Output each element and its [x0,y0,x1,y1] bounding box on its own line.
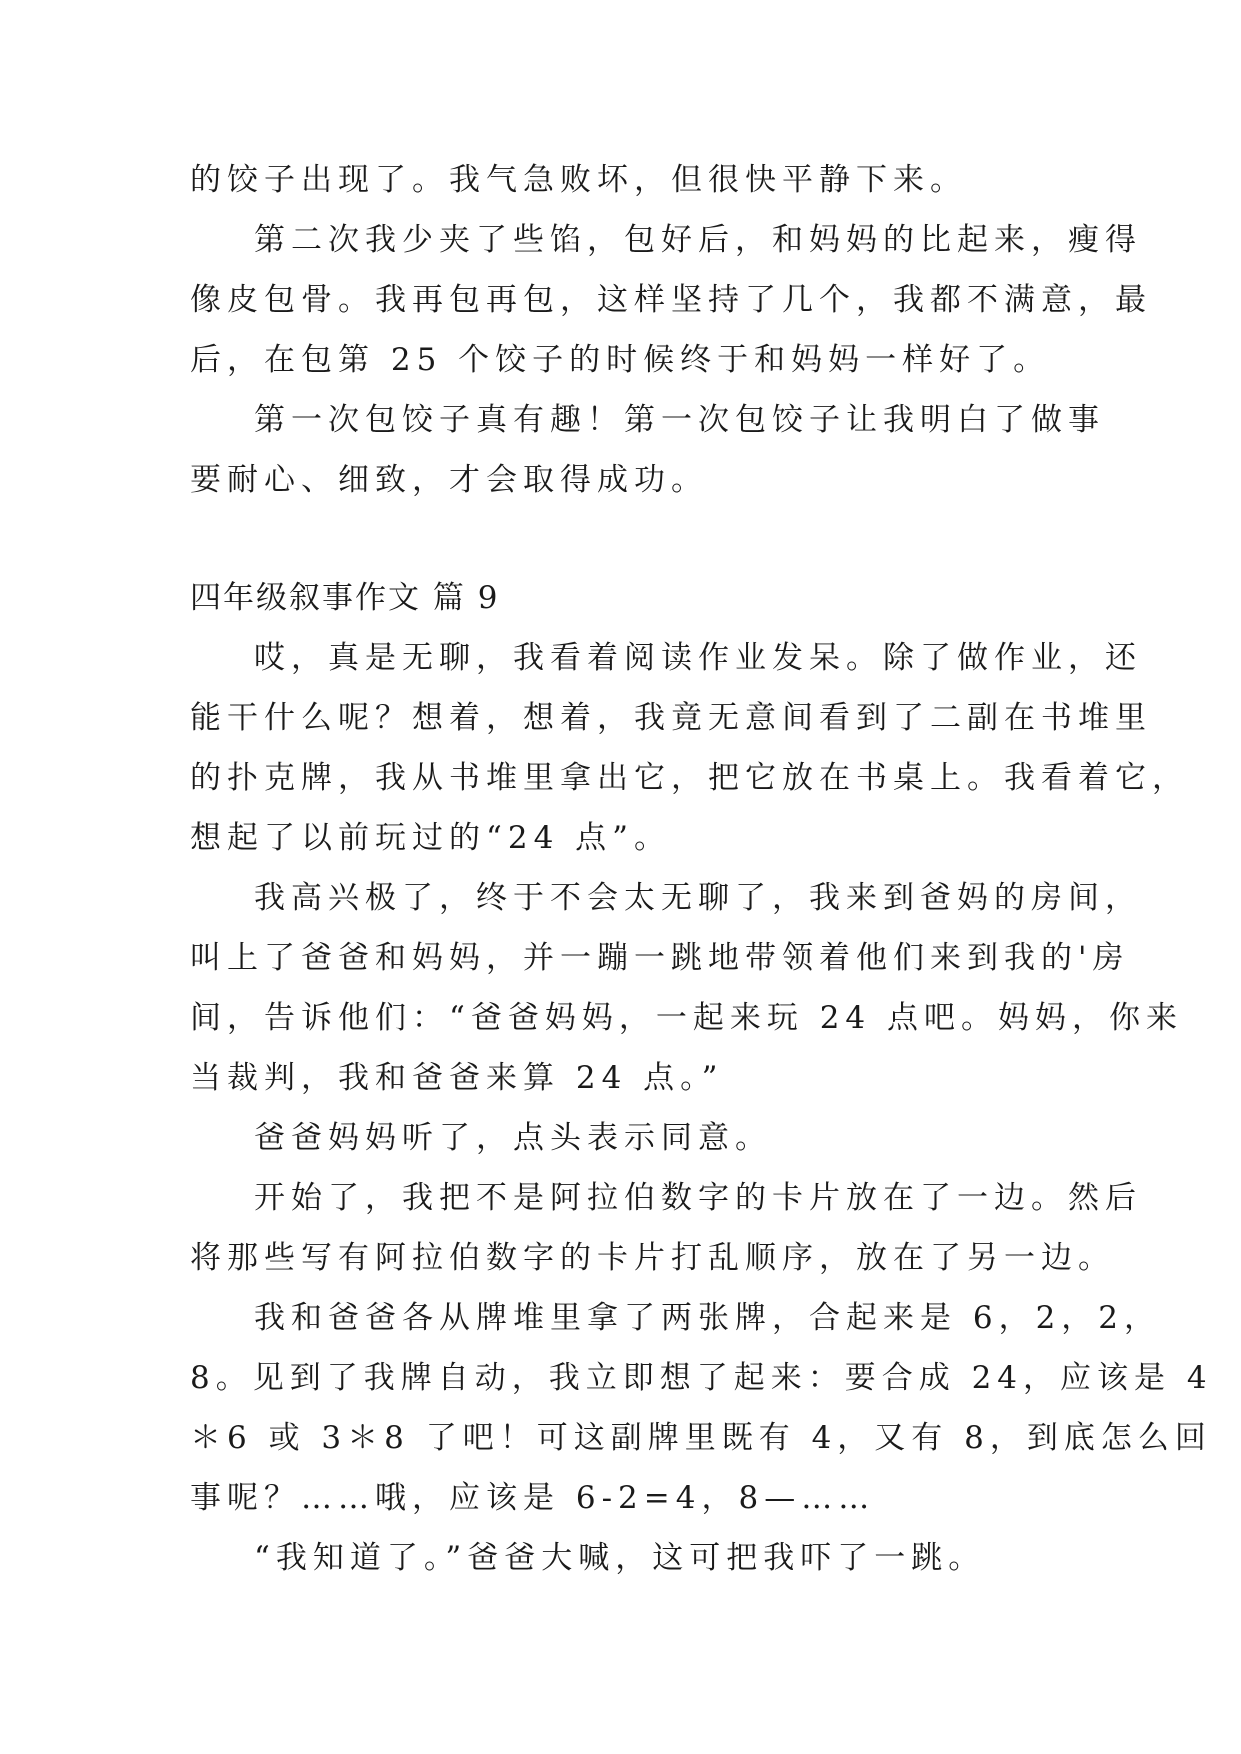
text-line: 要耐心、细致，才会取得成功。 [190,462,708,498]
text-line: 我高兴极了，终于不会太无聊了，我来到爸妈的房间， [254,880,1142,916]
text-line: “我知道了。”爸爸大喊，这可把我吓了一跳。 [254,1540,986,1576]
text-line: ＊6 或 3＊8 了吧！可这副牌里既有 4，又有 8，到底怎么回 [190,1420,1212,1456]
text-line: 的扑克牌，我从书堆里拿出它，把它放在书桌上。我看着它， [190,760,1189,796]
text-line: 8。见到了我牌自动，我立即想了起来：要合成 24，应该是 4 [190,1360,1213,1396]
text-line: 第一次包饺子真有趣！第一次包饺子让我明白了做事 [254,402,1105,438]
text-line: 能干什么呢？想着，想着，我竟无意间看到了二副在书堆里 [190,700,1152,736]
text-line: 当裁判，我和爸爸来算 24 点。” [190,1060,724,1096]
text-line: 的饺子出现了。我气急败坏，但很快平静下来。 [190,162,967,198]
text-line: 爸爸妈妈听了，点头表示同意。 [254,1120,772,1156]
section-gap [190,510,1060,568]
section-heading: 四年级叙事作文 篇 9 [190,580,500,616]
text-line: 像皮包骨。我再包再包，这样坚持了几个，我都不满意，最 [190,282,1152,318]
text-line: 叫上了爸爸和妈妈，并一蹦一跳地带领着他们来到我的'房 [190,940,1130,976]
document-body [190,150,1213,1588]
text-line: 事呢？……哦，应该是 6-2=4，8—…… [190,1480,876,1516]
text-line: 想起了以前玩过的“24 点”。 [190,820,671,856]
text-line: 第二次我少夹了些馅，包好后，和妈妈的比起来，瘦得 [254,222,1142,258]
text-line: 哎，真是无聊，我看着阅读作业发呆。除了做作业，还 [254,640,1142,676]
text-line: 后，在包第 25 个饺子的时候终于和妈妈一样好了。 [190,342,1051,378]
text-line: 间，告诉他们：“爸爸妈妈，一起来玩 24 点吧。妈妈，你来 [190,1000,1183,1036]
text-line: 我和爸爸各从牌堆里拿了两张牌，合起来是 6，2，2， [254,1300,1162,1336]
text-line: 开始了，我把不是阿拉伯数字的卡片放在了一边。然后 [254,1180,1142,1216]
text-line: 将那些写有阿拉伯数字的卡片打乱顺序，放在了另一边。 [190,1240,1115,1276]
